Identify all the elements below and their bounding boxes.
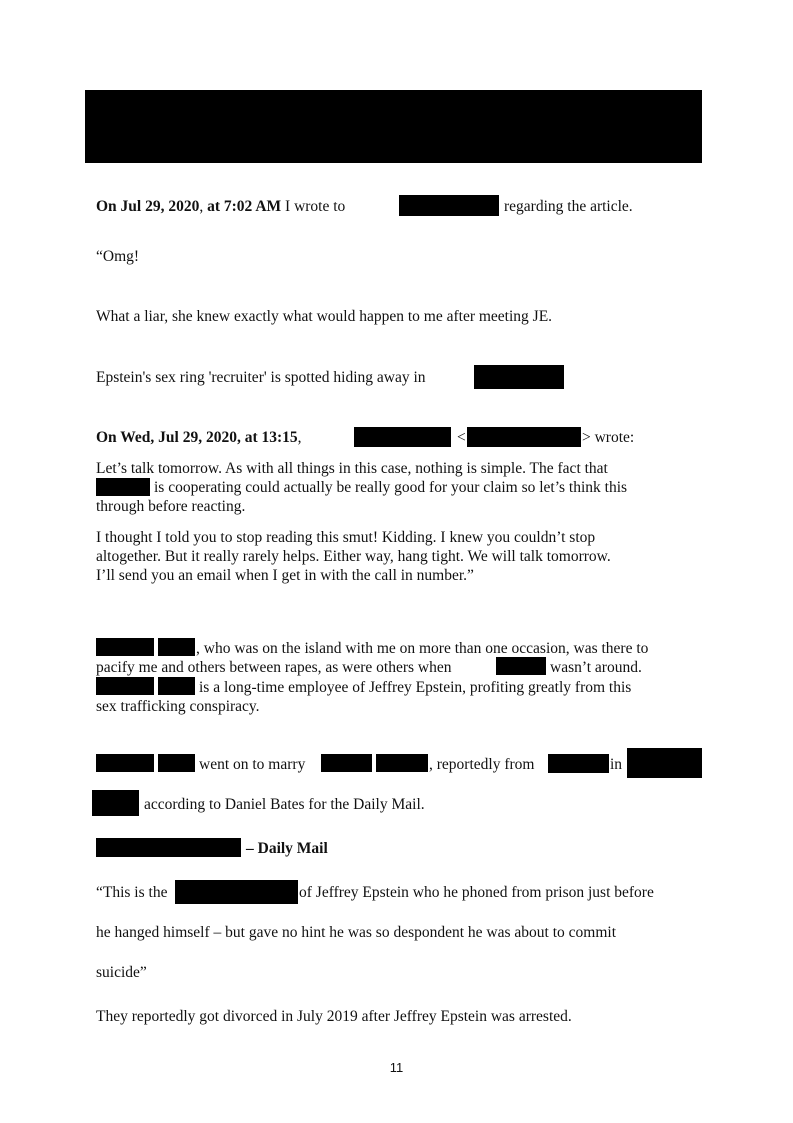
island-line-2a: pacify me and others between rapes, as were others when [96, 659, 452, 676]
email-line-1: Let’s talk tomorrow. As with all things in this case, nothing is simple. The fact that [96, 460, 608, 477]
island-line-2b: wasn’t around. [550, 659, 642, 676]
email-line-5: altogether. But it really rarely helps. Either way, hang tight. We will talk tomorrow. [96, 548, 611, 565]
email-line-4: I thought I told you to stop reading this smut! Kidding. I knew you couldn’t stop [96, 529, 596, 546]
redaction [467, 427, 581, 447]
quote-line-1a: “This is the [96, 884, 168, 901]
regarding-text: regarding the article. [504, 198, 633, 215]
reply-header [96, 428, 302, 447]
redaction [96, 677, 154, 695]
reply-wrote: > wrote: [582, 429, 635, 446]
redaction [474, 365, 564, 389]
redaction [175, 880, 298, 904]
daniel-bates-line: according to Daniel Bates for the Daily Mail. [144, 796, 425, 813]
email-line-6: I’ll send you an email when I get in with the call in number.” [96, 567, 474, 584]
redaction [158, 754, 195, 772]
reply-comma: , [297, 429, 302, 446]
in-text: in [610, 756, 623, 773]
wrote-to-text: I wrote to [281, 198, 346, 215]
time-bold: at 7:02 AM [207, 198, 282, 215]
daily-mail-label: – Daily Mail [246, 840, 328, 857]
redaction [96, 478, 150, 496]
island-line-1: , who was on the island with me on more than one occasion, was there to [196, 640, 649, 657]
island-line-3: is a long-time employee of Jeffrey Epstein, profiting greatly from this [199, 679, 632, 696]
email-line-3: through before reacting. [96, 498, 246, 515]
quote-line-2: he hanged himself – but gave no hint he was so despondent he was about to commit [96, 924, 617, 941]
redaction [96, 838, 241, 857]
reply-date-bold: On Wed, Jul 29, 2020, at 13:15 [96, 429, 298, 446]
redaction [158, 638, 195, 656]
date-sep: , [199, 198, 208, 215]
reportedly-text: , reportedly from [429, 756, 535, 773]
page-number: 11 [389, 1060, 404, 1075]
intro-line [96, 197, 345, 216]
redaction [496, 657, 546, 675]
marry-text: went on to marry [199, 756, 306, 773]
divorce-line: They reportedly got divorced in July 2019 after Jeffrey Epstein was arrested. [96, 1008, 572, 1025]
omg-line: “Omg! [96, 248, 140, 265]
redaction [96, 754, 154, 772]
email-line-2: is cooperating could actually be really good for your claim so let’s think this [154, 479, 628, 496]
date-bold: On Jul 29, 2020 [96, 198, 200, 215]
redaction [548, 754, 609, 773]
redaction [354, 427, 451, 447]
header-redaction [85, 90, 702, 163]
liar-line: What a liar, she knew exactly what would happen to me after meeting JE. [96, 308, 553, 325]
redaction [158, 677, 195, 695]
quote-line-1b: of Jeffrey Epstein who he phoned from prison just before [299, 884, 654, 901]
redaction [627, 748, 702, 778]
reply-lt: < [457, 429, 466, 446]
redaction [376, 754, 428, 772]
redaction [321, 754, 372, 772]
redaction [92, 790, 139, 816]
headline-line: Epstein's sex ring 'recruiter' is spotted hiding away in [96, 369, 426, 386]
quote-line-3: suicide” [96, 964, 147, 981]
redaction [399, 195, 499, 216]
redaction [96, 638, 154, 656]
island-line-4: sex trafficking conspiracy. [96, 698, 260, 715]
